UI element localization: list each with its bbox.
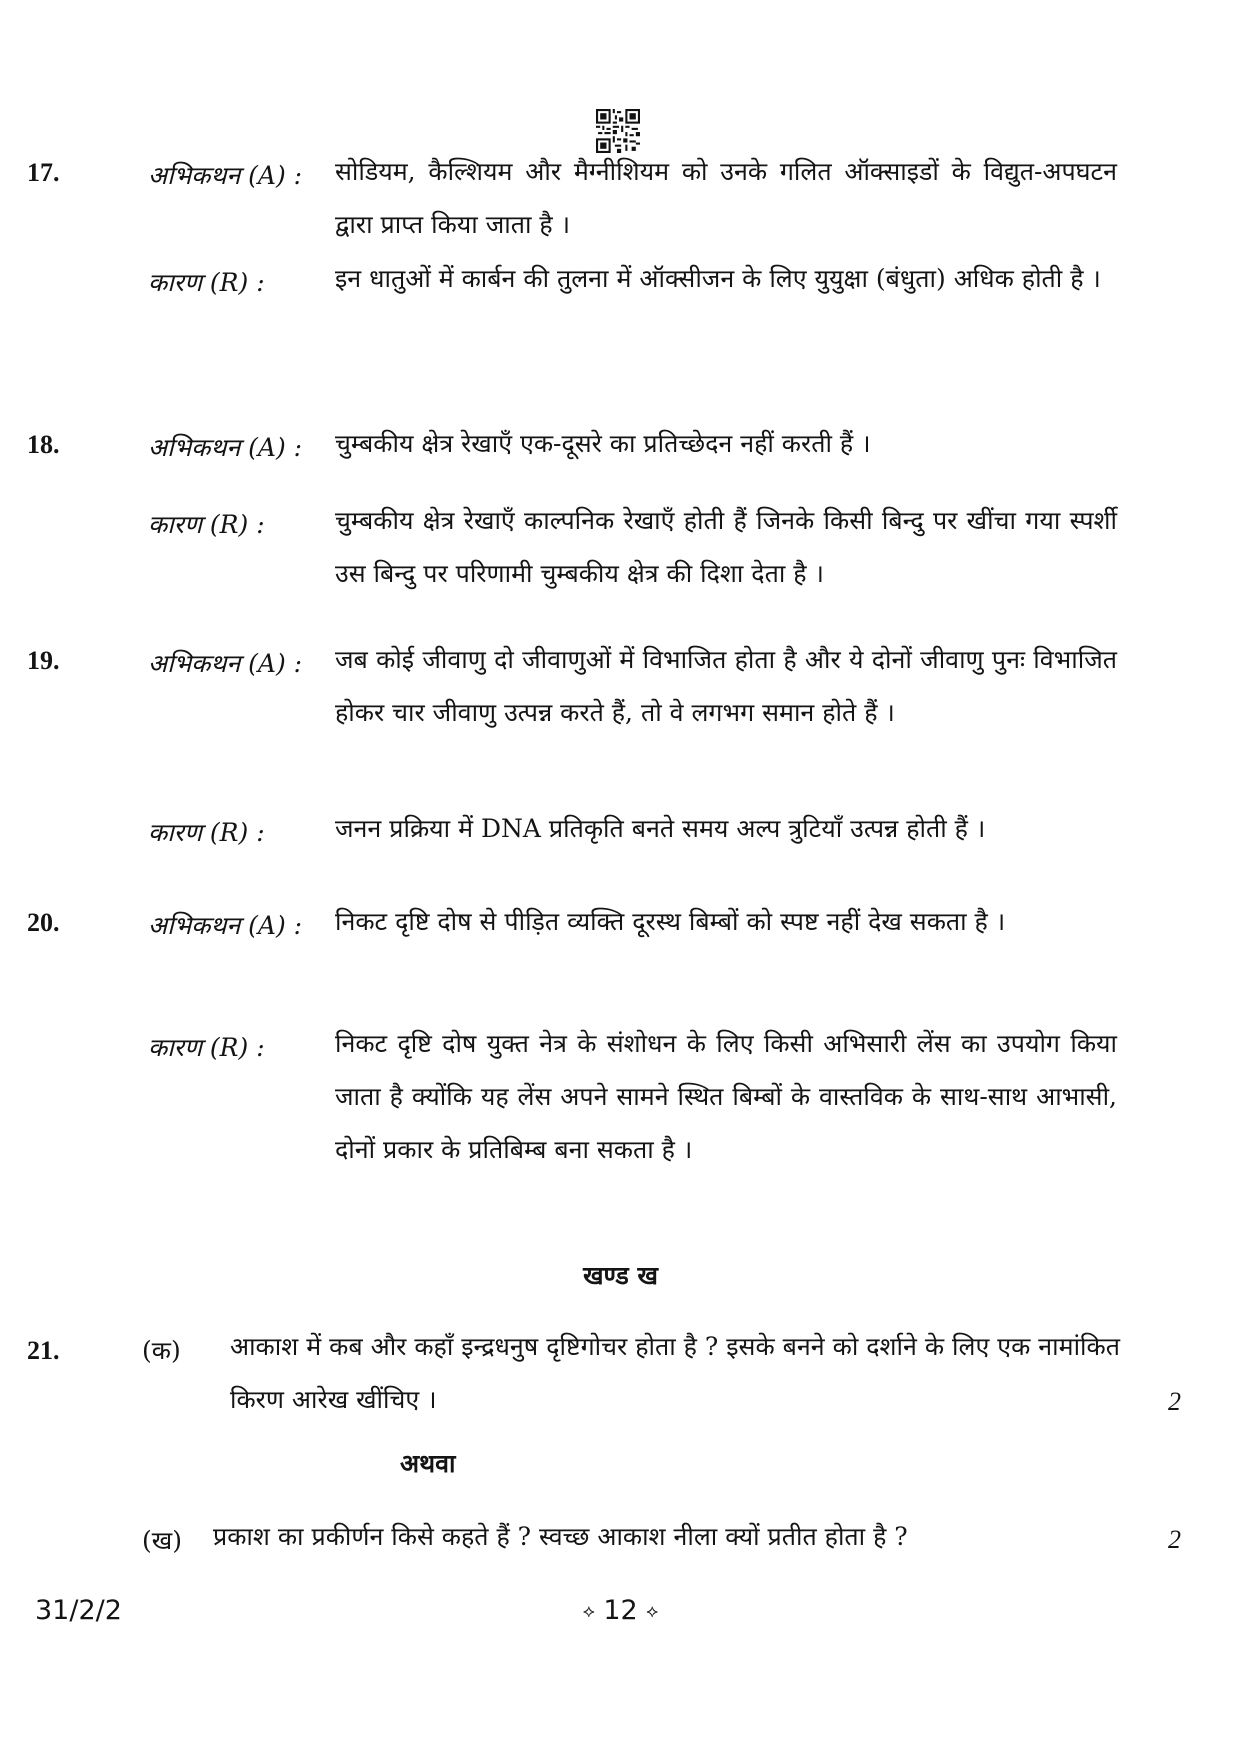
section-title: खण्ड ख (583, 1261, 658, 1290)
assertion-label: अभिकथन (A) : (148, 649, 303, 678)
reason-text: निकट दृष्टि दोष युक्त नेत्र के संशोधन के लिए किसी अभिसारी लेंस का उपयोग किया जाता है क्योंकि यह लेंस अपने सामने स्थित बिम्बों के वास्तविक के साथ-साथ आभासी, दोनों प्रकार के प्रतिबिम्ब बना सकता है । (335, 1029, 1117, 1164)
reason-text: जनन प्रक्रिया में DNA प्रतिकृति बनते समय अल्प त्रुटियाँ उत्पन्न होती हैं । (335, 814, 986, 843)
ornament-right-icon: ⟡ (646, 1601, 659, 1622)
or-label: अथवा (400, 1449, 456, 1478)
page-number: 12 (603, 1595, 638, 1626)
assertion-text: सोडियम, कैल्शियम और मैग्नीशियम को उनके गलित ऑक्साइडों के विद्युत-अपघटन द्वारा प्राप्त किया जाता है । (335, 157, 1117, 239)
assertion-text: चुम्बकीय क्षेत्र रेखाएँ एक-दूसरे का प्रतिच्छेदन नहीं करती हैं । (335, 429, 871, 458)
question-number: 20. (27, 908, 60, 937)
reason-label: कारण (R) : (148, 268, 265, 297)
question-number: 21. (27, 1336, 60, 1365)
reason-text: इन धातुओं में कार्बन की तुलना में ऑक्सीजन के लिए युयुक्षा (बंधुता) अधिक होती है । (335, 264, 1101, 293)
question-number: 17. (27, 158, 60, 187)
option-b-marks: 2 (1168, 1525, 1181, 1554)
reason-label: कारण (R) : (148, 1033, 265, 1062)
reason-label: कारण (R) : (148, 818, 265, 847)
assertion-label: अभिकथन (A) : (148, 911, 303, 940)
assertion-label: अभिकथन (A) : (148, 161, 303, 190)
reason-text: चुम्बकीय क्षेत्र रेखाएँ काल्पनिक रेखाएँ होती हैं जिनके किसी बिन्दु पर खींचा गया स्पर्शी उस बिन्दु पर परिणामी चुम्बकीय क्षेत्र की दिशा देता है । (335, 506, 1117, 588)
question-number: 19. (27, 646, 60, 675)
question-number: 18. (27, 430, 60, 459)
assertion-text: निकट दृष्टि दोष से पीड़ित व्यक्ति दूरस्थ बिम्बों को स्पष्ट नहीं देख सकता है । (335, 907, 1006, 936)
paper-code: 31/2/2 (35, 1595, 122, 1626)
reason-label: कारण (R) : (148, 510, 265, 539)
option-a-label: (क) (142, 1336, 181, 1365)
assertion-text: जब कोई जीवाणु दो जीवाणुओं में विभाजित होता है और ये दोनों जीवाणु पुनः विभाजित होकर चार जीवाणु उत्पन्न करते हैं, तो वे लगभग समान होते हैं । (335, 645, 1117, 727)
option-a-marks: 2 (1168, 1387, 1181, 1416)
page-number-block (0, 1595, 1241, 1626)
option-b-text: प्रकाश का प्रकीर्णन किसे कहते हैं ? स्वच्छ आकाश नीला क्यों प्रतीत होता है ? (213, 1522, 908, 1551)
option-a-text: आकाश में कब और कहाँ इन्द्रधनुष दृष्टिगोचर होता है ? इसके बनने को दर्शाने के लिए एक नामांकित किरण आरेख खींचिए । (230, 1332, 1120, 1414)
option-b-label: (ख) (142, 1526, 182, 1555)
assertion-label: अभिकथन (A) : (148, 433, 303, 462)
ornament-left-icon: ⟡ (582, 1601, 595, 1622)
